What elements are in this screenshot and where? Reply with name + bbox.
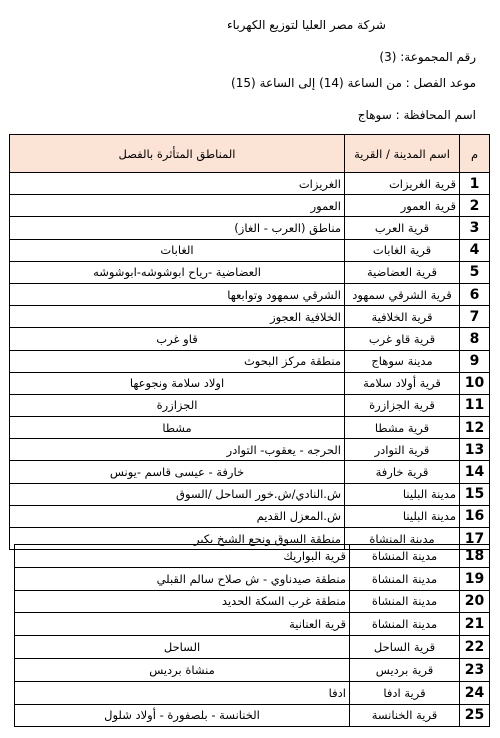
row-number: 4 bbox=[460, 239, 490, 261]
row-number: 17 bbox=[460, 528, 490, 550]
row-number: 8 bbox=[460, 328, 490, 350]
table-row bbox=[15, 681, 490, 704]
table-row bbox=[10, 461, 490, 483]
row-number: 2 bbox=[460, 195, 490, 217]
areas-cell: الساحل bbox=[15, 636, 350, 659]
cut-time: موعد الفصل : من الساعة (14) إلى الساعة (15) bbox=[231, 76, 476, 90]
city-cell: مدينة سوهاج bbox=[345, 350, 460, 372]
column-header-areas: المناطق المتأثرة بالفصل bbox=[10, 135, 345, 173]
city-cell: قرية الخلافية bbox=[345, 306, 460, 328]
row-number: 23 bbox=[460, 658, 490, 681]
row-number: 18 bbox=[460, 545, 490, 568]
row-number: 7 bbox=[460, 306, 490, 328]
table-row bbox=[10, 439, 490, 461]
city-cell: قرية العرب bbox=[345, 217, 460, 239]
row-number: 14 bbox=[460, 461, 490, 483]
areas-cell: الخلافية العجوز bbox=[10, 306, 345, 328]
areas-cell: منشاة برديس bbox=[15, 658, 350, 681]
table-row bbox=[10, 505, 490, 527]
city-cell: قرية الشرقي سمهود bbox=[345, 283, 460, 305]
areas-cell: العمور bbox=[10, 195, 345, 217]
areas-cell: منطقة السوق ونجع الشيخ بكير bbox=[10, 528, 345, 550]
areas-cell: قاو غرب bbox=[10, 328, 345, 350]
column-header-city: اسم المدينة / القرية bbox=[345, 135, 460, 173]
areas-cell: الشرقي سمهود وتوابعها bbox=[10, 283, 345, 305]
row-number: 22 bbox=[460, 636, 490, 659]
areas-cell: قرية العنانية bbox=[15, 613, 350, 636]
table-row bbox=[10, 350, 490, 372]
city-cell: قرية أولاد سلامة bbox=[345, 372, 460, 394]
city-cell: مدينة المنشاة bbox=[350, 545, 460, 568]
table-row bbox=[15, 545, 490, 568]
table-row bbox=[10, 372, 490, 394]
table-row bbox=[10, 173, 490, 195]
areas-cell: قرية البواريك bbox=[15, 545, 350, 568]
row-number: 13 bbox=[460, 439, 490, 461]
row-number: 25 bbox=[460, 704, 490, 727]
row-number: 5 bbox=[460, 261, 490, 283]
row-number: 3 bbox=[460, 217, 490, 239]
column-header-num: م bbox=[460, 135, 490, 173]
areas-cell: الجزازرة bbox=[10, 394, 345, 416]
outage-table-2 bbox=[14, 544, 490, 727]
row-number: 6 bbox=[460, 283, 490, 305]
areas-cell: اولاد سلامة ونجوعها bbox=[10, 372, 345, 394]
areas-cell: الغابات bbox=[10, 239, 345, 261]
row-number: 1 bbox=[460, 173, 490, 195]
table-row bbox=[15, 658, 490, 681]
areas-cell: الحرجه - يعقوب- التوادر bbox=[10, 439, 345, 461]
table-row bbox=[15, 613, 490, 636]
company-name: شركة مصر العليا لتوزيع الكهرباء bbox=[227, 18, 386, 32]
city-cell: قرية مشطا bbox=[345, 417, 460, 439]
city-cell: قرية التوادر bbox=[345, 439, 460, 461]
table-row bbox=[15, 704, 490, 727]
city-cell: قرية برديس bbox=[350, 658, 460, 681]
table-row bbox=[10, 217, 490, 239]
areas-cell: منطقة غرب السكة الحديد bbox=[15, 590, 350, 613]
table-row bbox=[10, 261, 490, 283]
row-number: 16 bbox=[460, 505, 490, 527]
table-row bbox=[10, 394, 490, 416]
governorate: اسم المحافظة : سوهاج bbox=[357, 108, 476, 122]
city-cell: مدينة المنشاة bbox=[345, 528, 460, 550]
table-row bbox=[15, 636, 490, 659]
areas-cell: مناطق (العرب - الغاز) bbox=[10, 217, 345, 239]
table-row bbox=[15, 590, 490, 613]
areas-cell: ش.المعزل القديم bbox=[10, 505, 345, 527]
city-cell: قرية الغابات bbox=[345, 239, 460, 261]
table-row bbox=[10, 417, 490, 439]
areas-cell: الغريزات bbox=[10, 173, 345, 195]
outage-table-1 bbox=[9, 134, 490, 550]
areas-cell: مشطا bbox=[10, 417, 345, 439]
areas-cell: منطقة صيدناوي - ش صلاح سالم القبلي bbox=[15, 567, 350, 590]
table-row bbox=[10, 195, 490, 217]
areas-cell: العضاضية -رياح ابوشوشه-ابوشوشه bbox=[10, 261, 345, 283]
city-cell: قرية ادفا bbox=[350, 681, 460, 704]
city-cell: قرية الجزازرة bbox=[345, 394, 460, 416]
city-cell: مدينة المنشاة bbox=[350, 613, 460, 636]
city-cell: قرية العضاضية bbox=[345, 261, 460, 283]
areas-cell: منطقة مركز البحوث bbox=[10, 350, 345, 372]
row-number: 19 bbox=[460, 567, 490, 590]
areas-cell: الخنانسة - بلصفورة - أولاد شلول bbox=[15, 704, 350, 727]
table-row bbox=[10, 483, 490, 505]
row-number: 21 bbox=[460, 613, 490, 636]
city-cell: قرية خارفة bbox=[345, 461, 460, 483]
areas-cell: ادفا bbox=[15, 681, 350, 704]
group-number: رقم المجموعة: (3) bbox=[379, 50, 476, 64]
row-number: 24 bbox=[460, 681, 490, 704]
row-number: 11 bbox=[460, 394, 490, 416]
city-cell: قرية الخنانسة bbox=[350, 704, 460, 727]
city-cell: قرية قاو غرب bbox=[345, 328, 460, 350]
city-cell: قرية الغريزات bbox=[345, 173, 460, 195]
areas-cell: ش.النادي/ش.خور الساحل /السوق bbox=[10, 483, 345, 505]
city-cell: قرية العمور bbox=[345, 195, 460, 217]
table-row bbox=[10, 239, 490, 261]
city-cell: مدينة المنشاة bbox=[350, 590, 460, 613]
row-number: 15 bbox=[460, 483, 490, 505]
city-cell: قرية الساحل bbox=[350, 636, 460, 659]
table-row bbox=[15, 567, 490, 590]
city-cell: مدينة البلينا bbox=[345, 505, 460, 527]
city-cell: مدينة البلينا bbox=[345, 483, 460, 505]
table-header-row bbox=[10, 135, 490, 173]
table-row bbox=[10, 306, 490, 328]
table-row bbox=[10, 328, 490, 350]
city-cell: مدينة المنشاة bbox=[350, 567, 460, 590]
row-number: 9 bbox=[460, 350, 490, 372]
areas-cell: خارفة - عيسى قاسم -يونس bbox=[10, 461, 345, 483]
row-number: 20 bbox=[460, 590, 490, 613]
row-number: 10 bbox=[460, 372, 490, 394]
row-number: 12 bbox=[460, 417, 490, 439]
table-row bbox=[10, 283, 490, 305]
